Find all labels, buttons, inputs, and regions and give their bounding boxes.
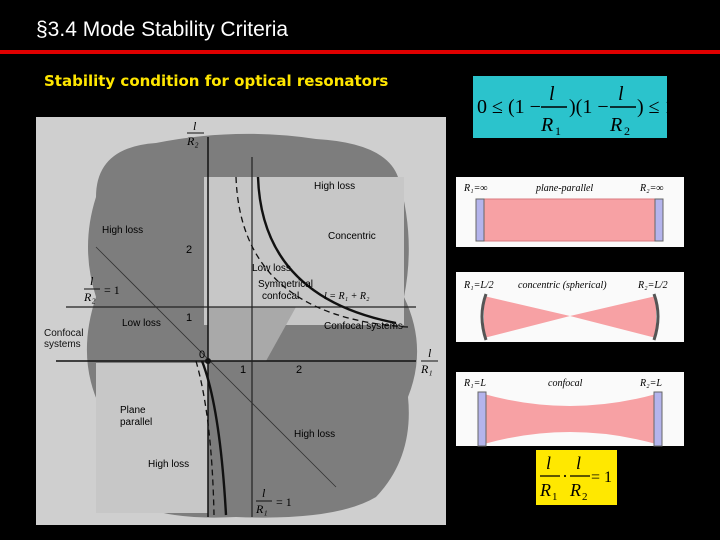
label-hyperbola-eq: l = R₁ + R₂ — [324, 291, 370, 302]
label-concentric: Concentric — [328, 231, 376, 242]
resonator-left-label: R₁=L — [464, 378, 486, 389]
mirror-left — [476, 199, 484, 241]
x-axis-label-num: l — [428, 346, 432, 360]
formula-rhs: = 1 — [591, 469, 613, 486]
resonator-left-label: R₁=L/2 — [464, 280, 494, 291]
formula-frac2-num: l — [618, 83, 624, 105]
title-underline — [0, 50, 720, 54]
formula-frac1-sub: 1 — [555, 124, 561, 138]
label-confocal-systems-right: Confocal systems — [324, 321, 403, 332]
y-axis-label-num: l — [193, 119, 197, 133]
resonator-name: concentric (spherical) — [518, 280, 607, 291]
resonator-left-label: R₁=∞ — [464, 183, 488, 194]
beam — [480, 199, 660, 241]
tick-y-1: 1 — [186, 312, 193, 324]
formula-frac1-num: l — [549, 83, 555, 105]
tick-x-1: 1 — [240, 364, 247, 376]
resonator-confocal — [456, 372, 684, 446]
formula-mid: )(1 − — [569, 96, 609, 118]
confocal-formula — [536, 450, 617, 505]
resonator-name: confocal — [548, 378, 583, 389]
y-axis-label-den: R₂ — [187, 134, 199, 148]
stability-formula — [473, 76, 675, 138]
formula-num2: l — [576, 453, 582, 473]
resonator-right-label: R₂=L — [640, 378, 662, 389]
eq-y-line-rhs: = 1 — [104, 283, 120, 297]
label-high-loss-bottom-right: High loss — [294, 429, 336, 440]
mirror-left — [478, 392, 486, 446]
stable-region-upper — [204, 177, 404, 325]
stability-diagram — [36, 117, 446, 525]
mirror-right — [654, 392, 662, 446]
eq-y-line-den: R₂ — [84, 290, 96, 304]
eq-x-line-num: l — [262, 486, 266, 500]
resonator-plane-parallel — [456, 177, 684, 247]
formula-tail: ) ≤ 1 — [637, 96, 675, 118]
formula-dot: · — [562, 466, 568, 486]
label-confocal-left-1: Confocal — [44, 328, 84, 339]
slide-subtitle: Stability condition for optical resonators — [44, 72, 389, 90]
eq-y-line-num: l — [90, 274, 94, 288]
beam-left-cone — [484, 296, 570, 338]
label-low-loss-lower: Low loss — [122, 318, 161, 329]
label-plane-2: parallel — [120, 417, 153, 428]
formula-sub2: 2 — [582, 491, 588, 503]
formula-frac2-den: R — [610, 114, 623, 136]
stable-region-lower — [96, 363, 208, 513]
formula-frac2-sub: 2 — [624, 124, 630, 138]
formula-frac1-den: R — [541, 114, 554, 136]
plane-parallel-point — [205, 358, 211, 364]
formula-lead: 0 ≤ (1 − — [477, 96, 541, 118]
label-high-loss-bottom-left: High loss — [148, 459, 190, 470]
tick-y-2: 2 — [186, 244, 193, 256]
tick-x-2: 2 — [296, 364, 303, 376]
label-symmetrical: Symmetrical — [258, 279, 314, 290]
slide-title: §3.4 Mode Stability Criteria — [36, 18, 289, 41]
label-high-loss-top: High loss — [314, 181, 356, 192]
resonator-right-label: R₂=∞ — [640, 183, 664, 194]
tick-x-0: 0 — [199, 349, 206, 361]
eq-x-line-den: R₁ — [256, 502, 268, 516]
label-plane-1: Plane — [120, 405, 146, 416]
beam — [484, 394, 656, 444]
label-low-loss-upper: Low loss — [252, 263, 291, 274]
formula-den2: R — [570, 480, 581, 500]
resonator-right-label: R₂=L/2 — [638, 280, 668, 291]
x-axis-label-den: R₁ — [421, 362, 433, 376]
beam-right-cone — [570, 296, 656, 338]
label-confocal-sym: confocal — [262, 291, 300, 302]
formula-sub1: 1 — [552, 491, 558, 503]
formula-den1: R — [540, 480, 551, 500]
resonator-name: plane-parallel — [536, 183, 594, 194]
resonator-concentric — [456, 272, 684, 342]
mirror-right — [655, 199, 663, 241]
eq-x-line-rhs: = 1 — [276, 495, 292, 509]
label-confocal-left-2: systems — [44, 339, 81, 350]
formula-num1: l — [546, 453, 552, 473]
label-high-loss-left: High loss — [102, 225, 144, 236]
